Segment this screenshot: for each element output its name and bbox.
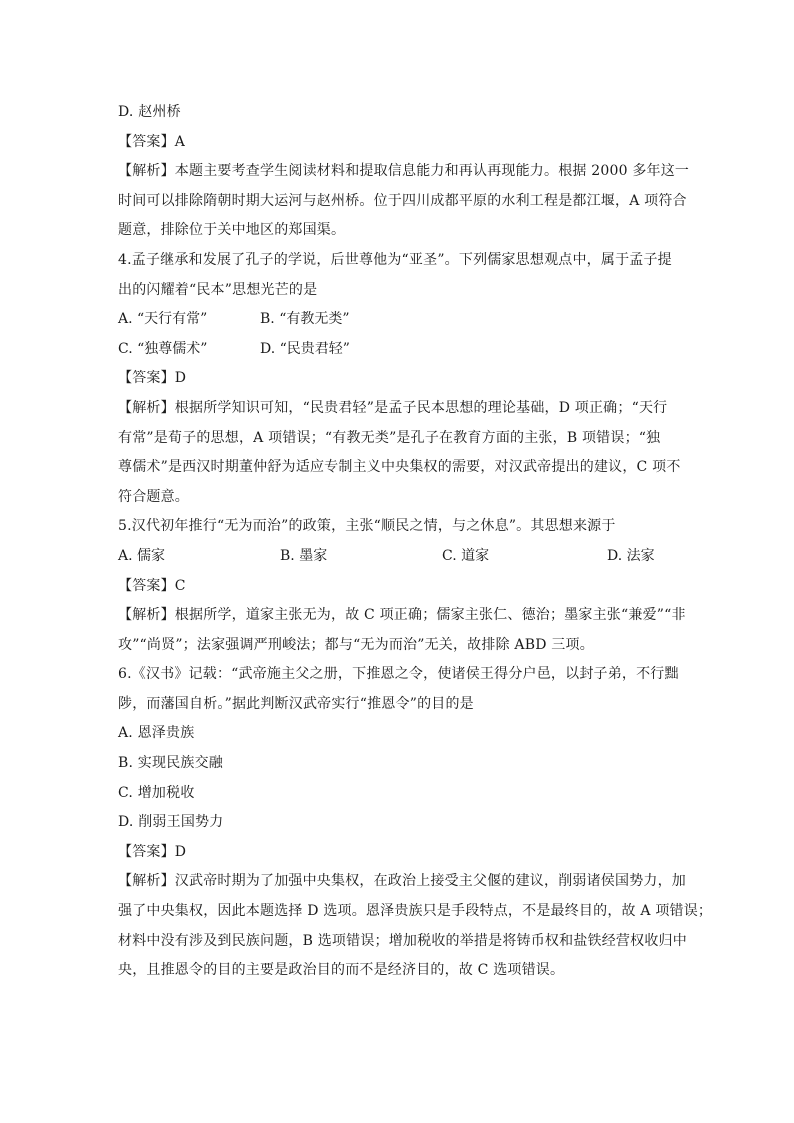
q6-option-a: A. 恩泽贵族	[118, 725, 195, 742]
q5-option-a: A. 儒家	[118, 547, 166, 564]
q5-options-row	[118, 542, 678, 572]
q5-option-c: C. 道家	[442, 547, 490, 564]
q6-option-b: B. 实现民族交融	[118, 755, 223, 772]
q3-option-d: D. 赵州桥	[118, 104, 181, 120]
q4-stem	[118, 246, 678, 305]
q6-analysis-line: 强了中央集权，因此本题选择 D 选项。恩泽贵族只是手段特点，不是最终目的，故 A 项错误；	[118, 903, 713, 920]
q3-analysis-line: 题意，排除位于关中地区的郑国渠。	[118, 222, 346, 239]
q4-analysis-line: 尊儒术”是西汉时期董仲舒为适应专制主义中央集权的需要，对汉武帝提出的建议，C 项不	[118, 459, 681, 476]
q6-analysis	[118, 867, 713, 985]
q6-answer: 【答案】D	[118, 843, 187, 860]
q4-stem-line: 出的闪耀着“民本”思想光芒的是	[118, 281, 318, 298]
q3-analysis-line: 【解析】本题主要考查学生阅读材料和提取信息能力和再认再现能力。根据 2000 多年这一	[118, 163, 690, 180]
q3-analysis-line: 时间可以排除隋朝时期大运河与赵州桥。位于四川成都平原的水利工程是都江堰，A 项符合	[118, 192, 687, 209]
q5-option-d: D. 法家	[607, 547, 655, 564]
q4-options-row-2	[118, 335, 678, 365]
q6-stem	[118, 660, 678, 719]
q6-option-d: D. 削弱王国势力	[118, 814, 224, 831]
q3-analysis	[118, 157, 690, 246]
document-page	[118, 98, 713, 986]
q4-stem-line: 4.孟子继承和发展了孔子的学说，后世尊他为“亚圣”。下列儒家思想观点中，属于孟子提	[118, 251, 672, 268]
q4-analysis-line: 符合题意。	[118, 488, 189, 505]
q6-analysis-line: 材料中没有涉及到民族问题，B 选项错误；增加税收的举措是将铸币权和盐铁经营权收归中	[118, 932, 687, 949]
q6-option-c: C. 增加税收	[118, 784, 195, 801]
q6-analysis-line: 央，且推恩令的目的主要是政治目的而不是经济目的，故 C 选项错误。	[118, 962, 565, 979]
q6-analysis-line: 【解析】汉武帝时期为了加强中央集权，在政治上接受主父偃的建议，削弱诸侯国势力，加	[118, 873, 686, 890]
q4-option-d: D. “民贵君轻”	[260, 340, 350, 357]
q4-analysis	[118, 394, 681, 512]
q3-answer: 【答案】A	[118, 133, 186, 150]
q5-answer: 【答案】C	[118, 577, 186, 594]
q4-analysis-line: 有常”是荀子的思想，A 项错误；“有教无类”是孔子在教育方面的主张，B 项错误；“独	[118, 429, 661, 446]
q4-option-c: C. “独尊儒术”	[118, 340, 208, 357]
q5-option-b: B. 墨家	[280, 547, 328, 564]
q6-stem-line: 6.《汉书》记载：“武帝施主父之册，下推恩之令，使诸侯王得分户邑，以封子弟，不行黜	[118, 666, 679, 683]
q5-stem-line: 5.汉代初年推行“无为而治”的政策，主张“顺民之情，与之休息”。其思想来源于	[118, 518, 616, 535]
q4-analysis-line: 【解析】根据所学知识可知，“民贵君轻”是孟子民本思想的理论基础，D 项正确；“天行	[118, 399, 668, 416]
q6-stem-line: 陟，而藩国自析。”据此判断汉武帝实行“推恩令”的目的是	[118, 695, 474, 712]
q4-answer: 【答案】D	[118, 370, 187, 387]
q5-analysis-line: 攻”“尚贤”；法家强调严刑峻法；都与“无为而治”无关，故排除 ABD 三项。	[118, 636, 594, 653]
q5-analysis	[118, 601, 686, 660]
q5-analysis-line: 【解析】根据所学，道家主张无为，故 C 项正确；儒家主张仁、德治；墨家主张“兼爱”“非	[118, 607, 686, 624]
q4-option-b: B. “有教无类”	[260, 311, 350, 328]
q4-options-row-1	[118, 305, 678, 335]
q5-stem	[118, 512, 678, 542]
q4-option-a: A. “天行有常”	[118, 311, 208, 328]
